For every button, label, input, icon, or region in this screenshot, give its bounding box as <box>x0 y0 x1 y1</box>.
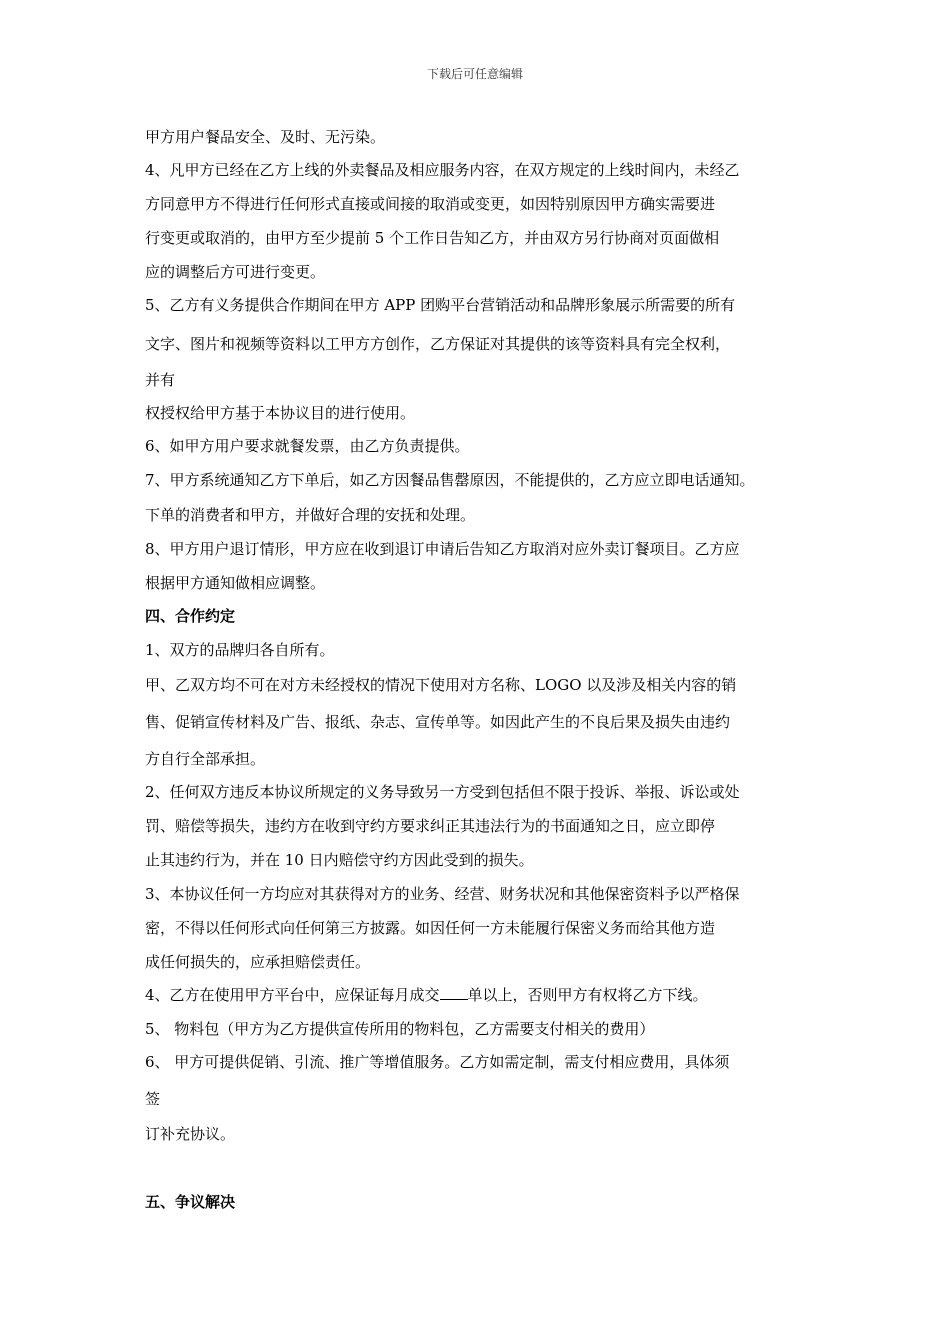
section-heading: 五、争议解决 <box>145 1193 236 1211</box>
paragraph-line: 方自行全部承担。 <box>145 750 266 768</box>
paragraph-line: 根据甲方通知做相应调整。 <box>145 574 326 592</box>
paragraph-line: 行变更或取消的，由甲方至少提前 5 个工作日告知乙方，并由双方另行协商对页面做相 <box>145 229 720 247</box>
paragraph-line: 并有 <box>145 371 176 389</box>
section-heading: 四、合作约定 <box>145 607 236 625</box>
paragraph-line: 8、甲方用户退订情形，甲方应在收到退订申请后告知乙方取消对应外卖订餐项目。乙方应 <box>145 540 740 558</box>
paragraph-line: 签 <box>145 1090 161 1108</box>
paragraph-line: 成任何损失的，应承担赔偿责任。 <box>145 953 371 971</box>
fill-in-blank <box>440 985 468 1000</box>
paragraph-line: 罚、赔偿等损失，违约方在收到守约方要求纠正其违法行为的书面通知之日，应立即停 <box>145 817 716 835</box>
paragraph-line: 6、 甲方可提供促销、引流、推广等增值服务。乙方如需定制，需支付相应费用，具体须 <box>145 1053 730 1071</box>
paragraph-line: 1、双方的品牌归各自所有。 <box>145 641 335 659</box>
paragraph-line: 5、乙方有义务提供合作期间在甲方 APP 团购平台营销活动和品牌形象展示所需要的所有 <box>145 296 736 314</box>
paragraph-line: 下单的消费者和甲方，并做好合理的安抚和处理。 <box>145 506 476 524</box>
paragraph-line: 甲方用户餐品安全、及时、无污染。 <box>145 128 386 146</box>
paragraph-line: 权授权给甲方基于本协议目的进行使用。 <box>145 404 416 422</box>
paragraph-line: 5、 物料包（甲方为乙方提供宣传所用的物料包，乙方需要支付相关的费用） <box>145 1020 655 1038</box>
paragraph-line: 3、本协议任何一方均应对其获得对方的业务、经营、财务状况和其他保密资料予以严格保 <box>145 885 740 903</box>
paragraph-line: 方同意甲方不得进行任何形式直接或间接的取消或变更，如因特别原因甲方确实需要进 <box>145 195 716 213</box>
paragraph-line: 甲、乙双方均不可在对方未经授权的情况下使用对方名称、LOGO 以及涉及相关内容的销 <box>145 676 737 694</box>
paragraph-line: 文字、图片和视频等资料以工甲方方创作，乙方保证对其提供的该等资料具有完全权利， <box>145 335 731 353</box>
paragraph-line: 4、凡甲方已经在乙方上线的外卖餐品及相应服务内容，在双方规定的上线时间内，未经乙 <box>145 161 740 179</box>
page-header: 下载后可任意编辑 <box>426 67 523 81</box>
paragraph-line: 应的调整后方可进行变更。 <box>145 263 326 281</box>
text-segment: 单以上，否则甲方有权将乙方下线。 <box>467 986 708 1004</box>
paragraph-line: 止其违约行为，并在 10 日内赔偿守约方因此受到的损失。 <box>145 851 534 869</box>
paragraph-line: 6、如甲方用户要求就餐发票，由乙方负责提供。 <box>145 437 470 455</box>
paragraph-line: 订补充协议。 <box>145 1125 236 1143</box>
text-segment: 4、乙方在使用甲方平台中，应保证每月成交 <box>145 986 440 1004</box>
paragraph-line-with-blank <box>145 985 708 1005</box>
paragraph-line: 7、甲方系统通知乙方下单后，如乙方因餐品售罄原因，不能提供的，乙方应立即电话通知。 <box>145 471 755 489</box>
paragraph-line: 密，不得以任何形式向任何第三方披露。如因任何一方未能履行保密义务而给其他方造 <box>145 919 716 937</box>
paragraph-line: 售、促销宣传材料及广告、报纸、杂志、宣传单等。如因此产生的不良后果及损失由违约 <box>145 713 731 731</box>
paragraph-line: 2、任何双方违反本协议所规定的义务导致另一方受到包括但不限于投诉、举报、诉讼或处 <box>145 783 740 801</box>
